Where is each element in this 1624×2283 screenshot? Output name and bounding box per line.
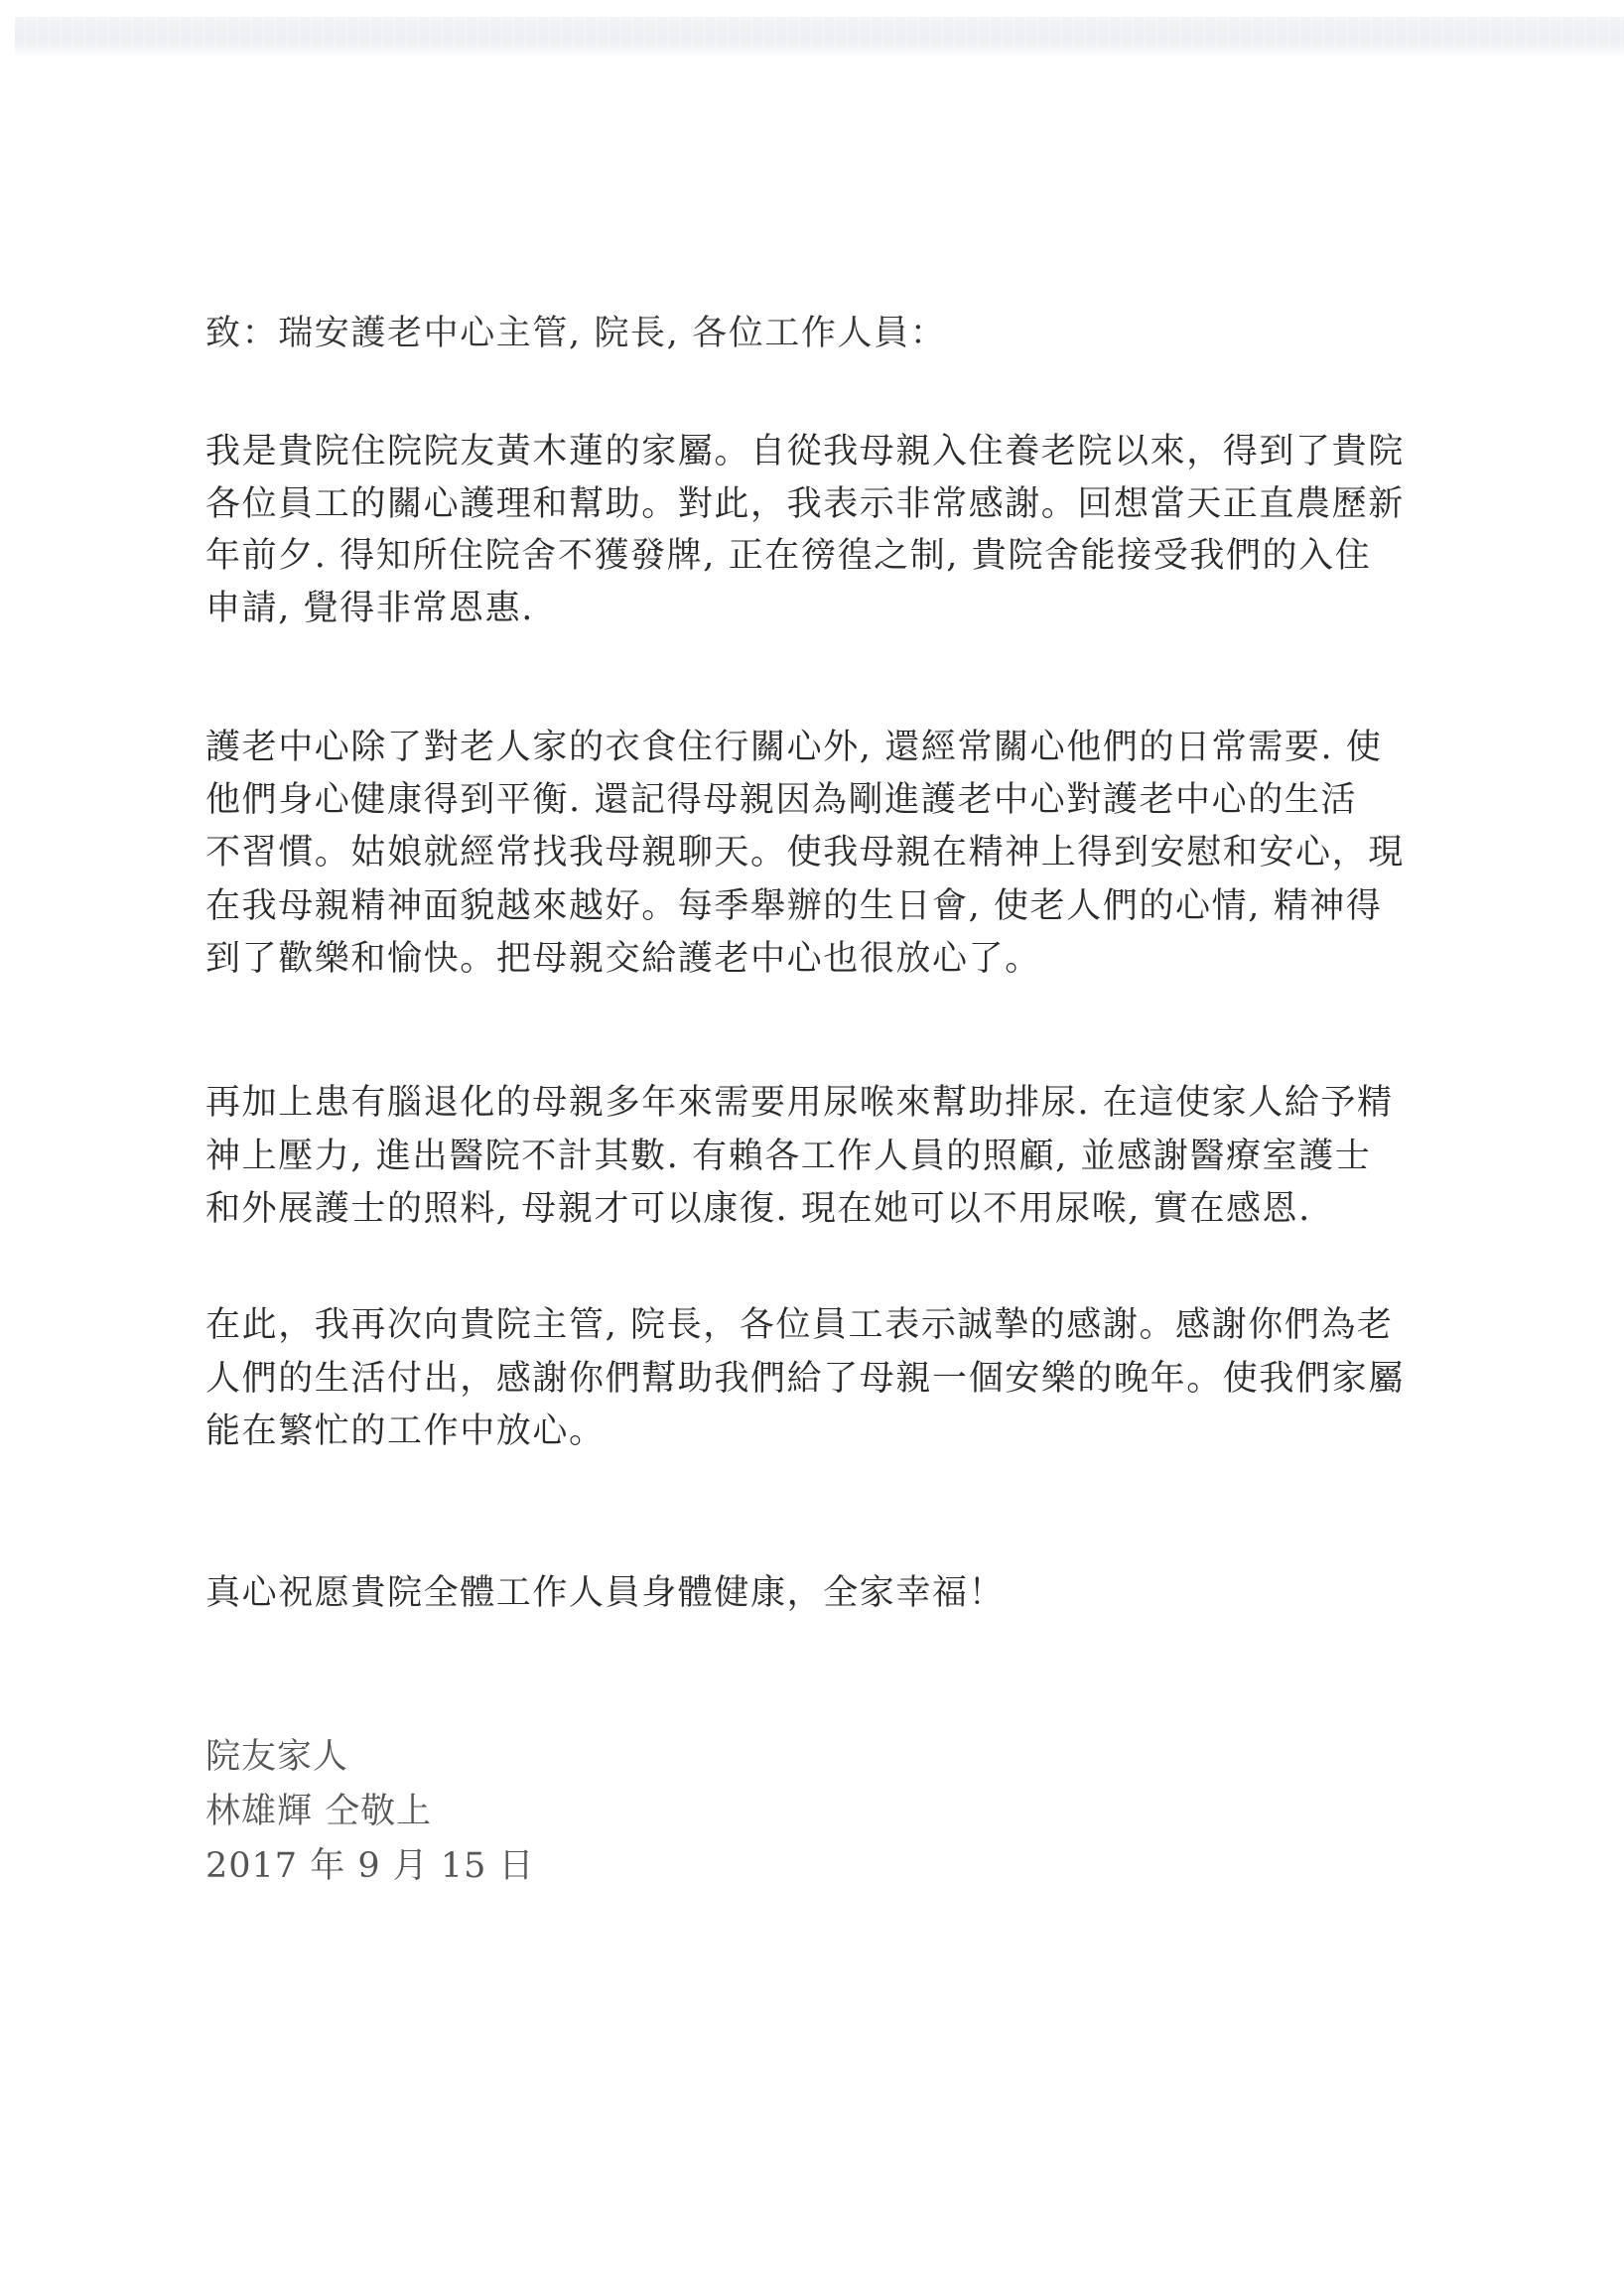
- signature-relation: 院友家人: [205, 1737, 349, 1777]
- paragraph-line: 再加上患有腦退化的母親多年來需要用尿喉來幫助排尿. 在這使家人給予精: [205, 1083, 1394, 1123]
- paragraph-line: 能在繁忙的工作中放心。: [205, 1411, 606, 1451]
- paragraph-line: 在我母親精神面貌越來越好。每季舉辦的生日會, 使老人們的心情, 精神得: [205, 886, 1383, 926]
- paragraph-line: 到了歡樂和愉快。把母親交給護老中心也很放心了。: [205, 939, 1041, 979]
- paragraph-line: 護老中心除了對老人家的衣食住行關心外, 還經常關心他們的日常需要. 使: [205, 728, 1383, 767]
- paragraph-line: 申請, 覺得非常恩惠.: [205, 589, 534, 628]
- paragraph-line: 我是貴院住院院友黃木蓮的家屬。自從我母親入住養老院以來，得到了貴院: [205, 432, 1405, 471]
- paragraph-line: 年前夕. 得知所住院舍不獲發牌, 正在徬徨之制, 貴院舍能接受我們的入住: [205, 536, 1372, 576]
- signature-date: 2017 年 9 月 15 日: [205, 1846, 535, 1886]
- signature-name: 林雄輝 仝敬上: [205, 1792, 433, 1831]
- paragraph-line: 他們身心健康得到平衡. 還記得母親因為剛進護老中心對護老中心的生活: [205, 780, 1358, 820]
- paragraph-line: 在此，我再次向貴院主管, 院長，各位員工表示誠摯的感謝。感謝你們為老: [205, 1305, 1394, 1345]
- salutation: 致：瑞安護老中心主管, 院長, 各位工作人員：: [205, 314, 947, 353]
- paragraph-line: 神上壓力, 進出醫院不計其數. 有賴各工作人員的照顧, 並感謝醫療室護士: [205, 1137, 1372, 1176]
- closing-blessing: 真心祝愿貴院全體工作人員身體健康，全家幸福！: [205, 1573, 1006, 1613]
- paragraph-line: 各位員工的關心護理和幫助。對此，我表示非常感謝。回想當天正直農歷新: [205, 484, 1405, 524]
- paragraph-line: 和外展護士的照料, 母親才可以康復. 現在她可以不用尿喉, 實在感恩.: [205, 1189, 1311, 1229]
- paragraph-line: 人們的生活付出，感謝你們幫助我們給了母親一個安樂的晚年。使我們家屬: [205, 1359, 1405, 1399]
- paragraph-line: 不習慣。姑娘就經常找我母親聊天。使我母親在精神上得到安慰和安心，現: [205, 833, 1405, 873]
